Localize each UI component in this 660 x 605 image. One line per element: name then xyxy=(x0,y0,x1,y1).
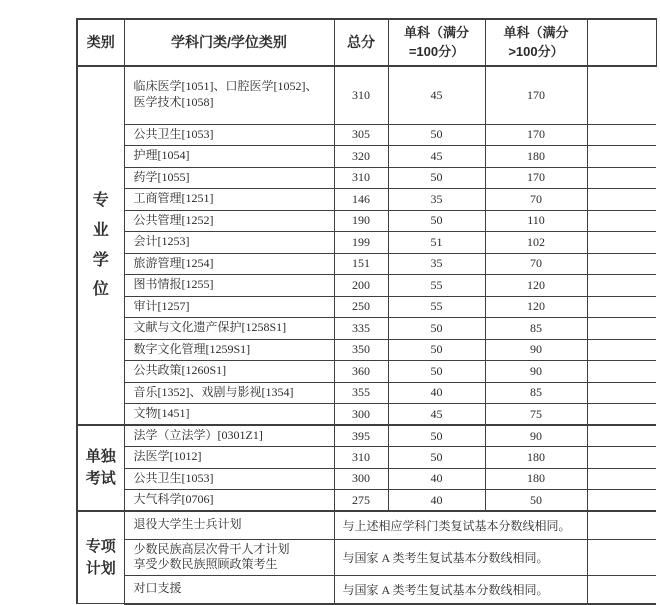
row-extension-line xyxy=(587,425,656,447)
subject-cell: 文献与文化遗产保护[1258S1] xyxy=(124,318,334,340)
category-label: 位 xyxy=(92,281,109,299)
subject-cell: 数字文化管理[1259S1] xyxy=(124,339,334,361)
table-row xyxy=(77,339,656,361)
subject-cell: 会计[1253] xyxy=(124,232,334,254)
category-label: 业 xyxy=(92,222,109,240)
table-row xyxy=(77,189,656,211)
row-extension-line xyxy=(587,339,656,361)
category-cell xyxy=(77,66,124,425)
total-score-cell: 151 xyxy=(334,253,388,275)
header-single-over-100: 单科（满分>100分） xyxy=(485,19,587,66)
subject-line: 享受少数民族照顾政策考生 xyxy=(133,557,278,572)
single-over-100-cell: 90 xyxy=(485,361,587,383)
total-score-cell: 199 xyxy=(334,232,388,254)
single-over-100-cell: 120 xyxy=(485,296,587,318)
total-score-cell: 310 xyxy=(334,66,388,124)
total-score-cell: 335 xyxy=(334,318,388,340)
single-over-100-cell: 50 xyxy=(485,490,587,512)
category-cell xyxy=(77,511,124,604)
score-table-body xyxy=(77,66,656,604)
single-100-cell: 51 xyxy=(388,232,485,254)
header-subject: 学科门类/学位类别 xyxy=(124,19,334,66)
table-row xyxy=(77,167,656,189)
table-row xyxy=(77,511,656,539)
total-score-cell: 305 xyxy=(334,124,388,146)
single-over-100-cell: 90 xyxy=(485,339,587,361)
table-row xyxy=(77,576,656,604)
table-row xyxy=(77,253,656,275)
total-score-cell: 310 xyxy=(334,167,388,189)
category-cell xyxy=(77,425,124,511)
table-row xyxy=(77,296,656,318)
table-row xyxy=(77,275,656,297)
subject-line: 少数民族高层次骨干人才计划 xyxy=(133,541,290,556)
subject-cell: 法医学[1012] xyxy=(124,447,334,469)
subject-cell: 法学（立法学）[0301Z1] xyxy=(124,425,334,447)
table-row xyxy=(77,468,656,490)
row-extension-line xyxy=(587,361,656,383)
category-label: 考试 xyxy=(85,470,116,487)
row-extension-line xyxy=(587,124,656,146)
subject-cell xyxy=(124,539,334,576)
category-label: 单独 xyxy=(85,448,116,466)
row-extension-line xyxy=(587,296,656,318)
total-score-cell: 146 xyxy=(334,189,388,211)
subject-cell: 音乐[1352]、戏剧与影视[1354] xyxy=(124,382,334,404)
total-score-cell: 395 xyxy=(334,425,388,447)
subject-cell: 审计[1257] xyxy=(124,296,334,318)
table-row xyxy=(77,318,656,340)
row-extension-line xyxy=(587,468,656,490)
single-100-cell: 50 xyxy=(388,124,485,146)
subject-cell: 退役大学生士兵计划 xyxy=(124,511,334,539)
table-row xyxy=(77,490,656,512)
table-row xyxy=(77,146,656,168)
single-100-cell: 40 xyxy=(388,490,485,512)
note-cell: 与上述相应学科门类复试基本分数线相同。 xyxy=(334,511,587,539)
subject-cell: 临床医学[1051]、口腔医学[1052]、医学技术[1058] xyxy=(124,66,334,124)
row-extension-line xyxy=(587,232,656,254)
single-over-100-cell: 70 xyxy=(485,253,587,275)
single-100-cell: 55 xyxy=(388,296,485,318)
single-100-cell: 40 xyxy=(388,468,485,490)
subject-cell: 对口支援 xyxy=(124,576,334,604)
row-extension-line xyxy=(587,490,656,512)
single-over-100-cell: 120 xyxy=(485,275,587,297)
row-extension-line xyxy=(587,539,656,576)
total-score-cell: 360 xyxy=(334,361,388,383)
single-100-cell: 45 xyxy=(388,66,485,124)
single-100-cell: 50 xyxy=(388,339,485,361)
single-over-100-cell: 90 xyxy=(485,425,587,447)
category-label: 专项 xyxy=(85,537,116,555)
single-over-100-cell: 102 xyxy=(485,232,587,254)
single-over-100-cell: 75 xyxy=(485,404,587,426)
subject-cell: 药学[1055] xyxy=(124,167,334,189)
single-100-cell: 45 xyxy=(388,404,485,426)
table-row xyxy=(77,210,656,232)
note-cell: 与国家 A 类考生复试基本分数线相同。 xyxy=(334,539,587,576)
row-extension-line xyxy=(587,275,656,297)
single-100-cell: 50 xyxy=(388,318,485,340)
single-over-100-cell: 170 xyxy=(485,124,587,146)
subject-cell: 公共政策[1260S1] xyxy=(124,361,334,383)
row-extension-line xyxy=(587,576,656,604)
single-over-100-cell: 180 xyxy=(485,447,587,469)
row-extension-line xyxy=(587,167,656,189)
row-extension-line xyxy=(587,253,656,275)
subject-cell: 文物[1451] xyxy=(124,404,334,426)
row-extension-line xyxy=(587,447,656,469)
total-score-cell: 300 xyxy=(334,468,388,490)
total-score-cell: 300 xyxy=(334,404,388,426)
score-table xyxy=(76,18,657,605)
table-row xyxy=(77,124,656,146)
subject-cell: 工商管理[1251] xyxy=(124,189,334,211)
single-100-cell: 35 xyxy=(388,189,485,211)
single-100-cell: 50 xyxy=(388,167,485,189)
row-extension-line xyxy=(587,210,656,232)
row-extension-line xyxy=(587,318,656,340)
row-extension-line xyxy=(587,66,656,124)
single-100-cell: 35 xyxy=(388,253,485,275)
table-row xyxy=(77,447,656,469)
total-score-cell: 350 xyxy=(334,339,388,361)
header-single-full-100: 单科（满分=100分） xyxy=(388,19,485,66)
header-category: 类别 xyxy=(77,19,124,66)
total-score-cell: 250 xyxy=(334,296,388,318)
subject-cell: 公共管理[1252] xyxy=(124,210,334,232)
total-score-cell: 320 xyxy=(334,146,388,168)
header-total-score: 总分 xyxy=(334,19,388,66)
single-100-cell: 50 xyxy=(388,210,485,232)
note-cell: 与国家 A 类考生复试基本分数线相同。 xyxy=(334,576,587,604)
table-row xyxy=(77,404,656,426)
category-label: 专 xyxy=(92,192,109,210)
row-extension-line xyxy=(587,511,656,539)
row-extension-line xyxy=(587,404,656,426)
total-score-cell: 190 xyxy=(334,210,388,232)
total-score-cell: 200 xyxy=(334,275,388,297)
table-row xyxy=(77,539,656,576)
row-extension-line xyxy=(587,382,656,404)
table-row xyxy=(77,361,656,383)
category-label: 计划 xyxy=(85,559,116,577)
single-over-100-cell: 110 xyxy=(485,210,587,232)
subject-cell: 图书情报[1255] xyxy=(124,275,334,297)
single-over-100-cell: 85 xyxy=(485,318,587,340)
row-extension-line xyxy=(587,189,656,211)
row-extension-line xyxy=(587,146,656,168)
single-over-100-cell: 170 xyxy=(485,66,587,124)
single-over-100-cell: 70 xyxy=(485,189,587,211)
single-100-cell: 55 xyxy=(388,275,485,297)
table-row xyxy=(77,232,656,254)
single-over-100-cell: 180 xyxy=(485,468,587,490)
subject-cell: 旅游管理[1254] xyxy=(124,253,334,275)
single-over-100-cell: 180 xyxy=(485,146,587,168)
total-score-cell: 355 xyxy=(334,382,388,404)
single-100-cell: 50 xyxy=(388,447,485,469)
table-row xyxy=(77,66,656,124)
total-score-cell: 275 xyxy=(334,490,388,512)
subject-cell: 公共卫生[1053] xyxy=(124,468,334,490)
table-row xyxy=(77,425,656,447)
single-100-cell: 50 xyxy=(388,425,485,447)
single-over-100-cell: 170 xyxy=(485,167,587,189)
total-score-cell: 310 xyxy=(334,447,388,469)
header-extension-line xyxy=(587,19,656,66)
table-row xyxy=(77,382,656,404)
single-100-cell: 50 xyxy=(388,361,485,383)
single-100-cell: 40 xyxy=(388,382,485,404)
single-over-100-cell: 85 xyxy=(485,382,587,404)
single-100-cell: 45 xyxy=(388,146,485,168)
subject-cell: 大气科学[0706] xyxy=(124,490,334,512)
subject-cell: 公共卫生[1053] xyxy=(124,124,334,146)
category-label: 学 xyxy=(92,251,109,269)
subject-cell: 护理[1054] xyxy=(124,146,334,168)
header-row xyxy=(77,19,656,66)
